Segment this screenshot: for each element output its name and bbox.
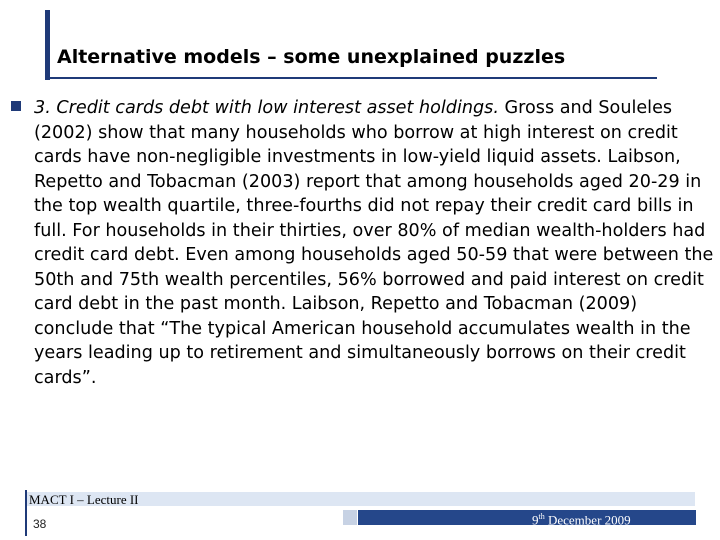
title-accent-bar — [45, 10, 50, 80]
footer-accent-box — [343, 510, 357, 525]
slide-title: Alternative models – some unexplained puzzles — [57, 46, 566, 68]
date-suffix: th — [538, 512, 545, 521]
bullet-paragraph — [34, 96, 714, 390]
footer-date — [532, 512, 631, 528]
title-underline — [45, 77, 657, 79]
square-bullet-icon — [11, 101, 21, 111]
bullet-lead: 3. Credit cards debt with low interest asset holdings. — [34, 98, 499, 118]
footer-divider — [25, 490, 27, 536]
bullet-body: Gross and Souleles (2002) show that many households who borrow at high interest on credit cards have non-negligible investments in low-yield liquid assets. Laibson, Repetto and Tobacman (2003) report that among households aged 20-29 in the top wealth quartile, three-fourths did not repay their credit card bills in full. For households in their thirties, over 80% of median wealth-holders had credit card debt. Even among households aged 50-59 that were between the 50th and 75th wealth percentiles, 56% borrowed and paid interest on credit card debt in the past month. Laibson, Repetto and Tobacman (2009) conclude that “The typical American household accumulates wealth in the years leading up to retirement and simultaneously borrows on their credit cards”. — [34, 98, 714, 388]
date-rest: December 2009 — [544, 512, 631, 528]
footer-date-bar — [358, 510, 696, 528]
page-number: 38 — [33, 517, 47, 531]
footer-course-label: MACT I – Lecture II — [29, 492, 139, 507]
date-day: 9 — [532, 512, 539, 528]
